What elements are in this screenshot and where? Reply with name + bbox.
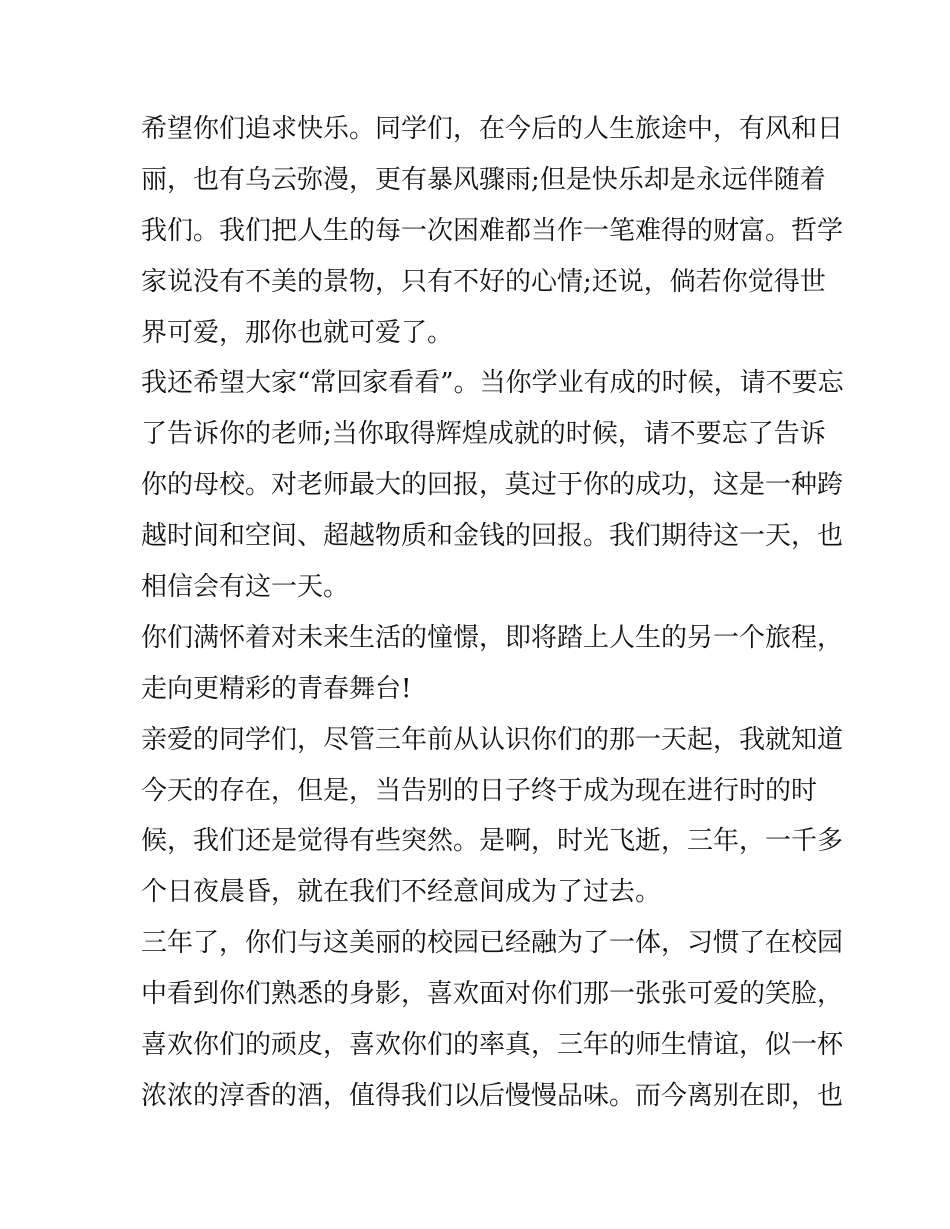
paragraph-three-years xyxy=(141,918,844,1122)
text-line: 家说没有不美的景物，只有不好的心情;还说，倘若你觉得世 xyxy=(141,266,826,297)
text-line: 越时间和空间、超越物质和金钱的回报。我们期待这一天，也 xyxy=(141,521,844,552)
text-line: 你的母校。对老师最大的回报，莫过于你的成功，这是一种跨 xyxy=(141,470,844,501)
paragraph-come-home xyxy=(141,358,844,612)
text-line: 你们满怀着对未来生活的憧憬，即将踏上人生的另一个旅程， xyxy=(141,622,844,653)
document-body xyxy=(141,104,844,1122)
text-line: 了告诉你的老师;当你取得辉煌成就的时候，请不要忘了告诉 xyxy=(141,419,826,450)
text-line: 丽，也有乌云弥漫，更有暴风骤雨;但是快乐却是永远伴随着 xyxy=(141,164,826,195)
text-line: 相信会有这一天。 xyxy=(141,572,350,603)
text-line: 我还希望大家“常回家看看”。当你学业有成的时候，请不要忘 xyxy=(141,368,844,399)
text-line: 今天的存在，但是，当告别的日子终于成为现在进行时的时 xyxy=(141,775,818,806)
text-line: 我们。我们把人生的每一次困难都当作一笔难得的财富。哲学 xyxy=(141,215,844,246)
text-line: 中看到你们熟悉的身影，喜欢面对你们那一张张可爱的笑脸， xyxy=(141,979,844,1010)
text-line: 三年了，你们与这美丽的校园已经融为了一体，习惯了在校园 xyxy=(141,928,844,959)
text-line: 喜欢你们的顽皮，喜欢你们的率真，三年的师生情谊，似一杯 xyxy=(141,1030,844,1061)
text-line: 希望你们追求快乐。同学们，在今后的人生旅途中，有风和日 xyxy=(141,114,844,144)
paragraph-happiness xyxy=(141,104,844,358)
text-line: 候，我们还是觉得有些突然。是啊，时光飞逝，三年，一千多 xyxy=(141,826,844,857)
paragraph-new-journey xyxy=(141,613,844,715)
text-line: 界可爱，那你也就可爱了。 xyxy=(141,317,454,348)
paragraph-farewell xyxy=(141,715,844,919)
text-line: 浓浓的淳香的酒，值得我们以后慢慢品味。而今离别在即，也 xyxy=(141,1080,844,1111)
text-line: 亲爱的同学们，尽管三年前从认识你们的那一天起，我就知道 xyxy=(141,724,844,755)
text-line: 走向更精彩的青春舞台! xyxy=(141,673,412,704)
text-line: 个日夜晨昏，就在我们不经意间成为了过去。 xyxy=(141,877,662,908)
